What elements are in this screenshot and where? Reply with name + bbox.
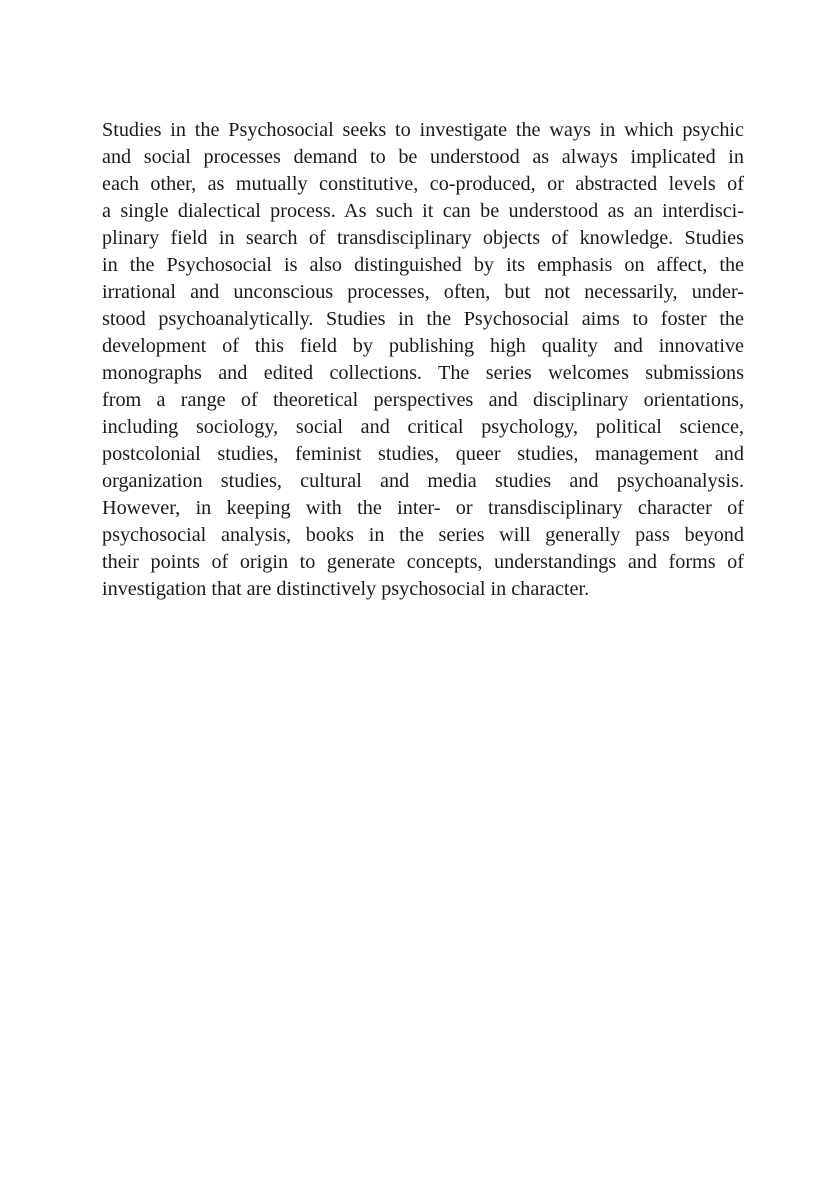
text-line: monographs and edited collections. The series welcomes submissions [102,362,744,384]
text-line: from a range of theoretical perspectives and disciplinary orientations, [102,389,744,411]
text-line: stood psychoanalytically. Studies in the Psychosocial aims to foster the [102,308,744,330]
text-line: Studies in the Psychosocial seeks to investigate the ways in which psychic [102,119,744,141]
text-line: their points of origin to generate concepts, understandings and forms of [102,551,744,573]
text-line: organization studies, cultural and media studies and psychoanalysis. [102,470,744,492]
text-line: investigation that are distinctively psychosocial in character. [102,578,590,600]
series-description-paragraph [102,117,744,603]
text-line: development of this field by publishing high quality and innovative [102,335,744,357]
text-line: psychosocial analysis, books in the series will generally pass beyond [102,524,744,546]
text-line: postcolonial studies, feminist studies, queer studies, management and [102,443,744,465]
text-line: each other, as mutually constitutive, co-produced, or abstracted levels of [102,173,744,195]
text-line: plinary field in search of transdisciplinary objects of knowledge. Studies [102,227,744,249]
text-line: a single dialectical process. As such it can be understood as an interdisci- [102,200,744,222]
text-line: in the Psychosocial is also distinguished by its emphasis on affect, the [102,254,744,276]
text-line: However, in keeping with the inter- or transdisciplinary character of [102,497,744,519]
text-line: and social processes demand to be understood as always implicated in [102,146,744,168]
text-line: including sociology, social and critical psychology, political science, [102,416,744,438]
text-line: irrational and unconscious processes, often, but not necessarily, under- [102,281,744,303]
